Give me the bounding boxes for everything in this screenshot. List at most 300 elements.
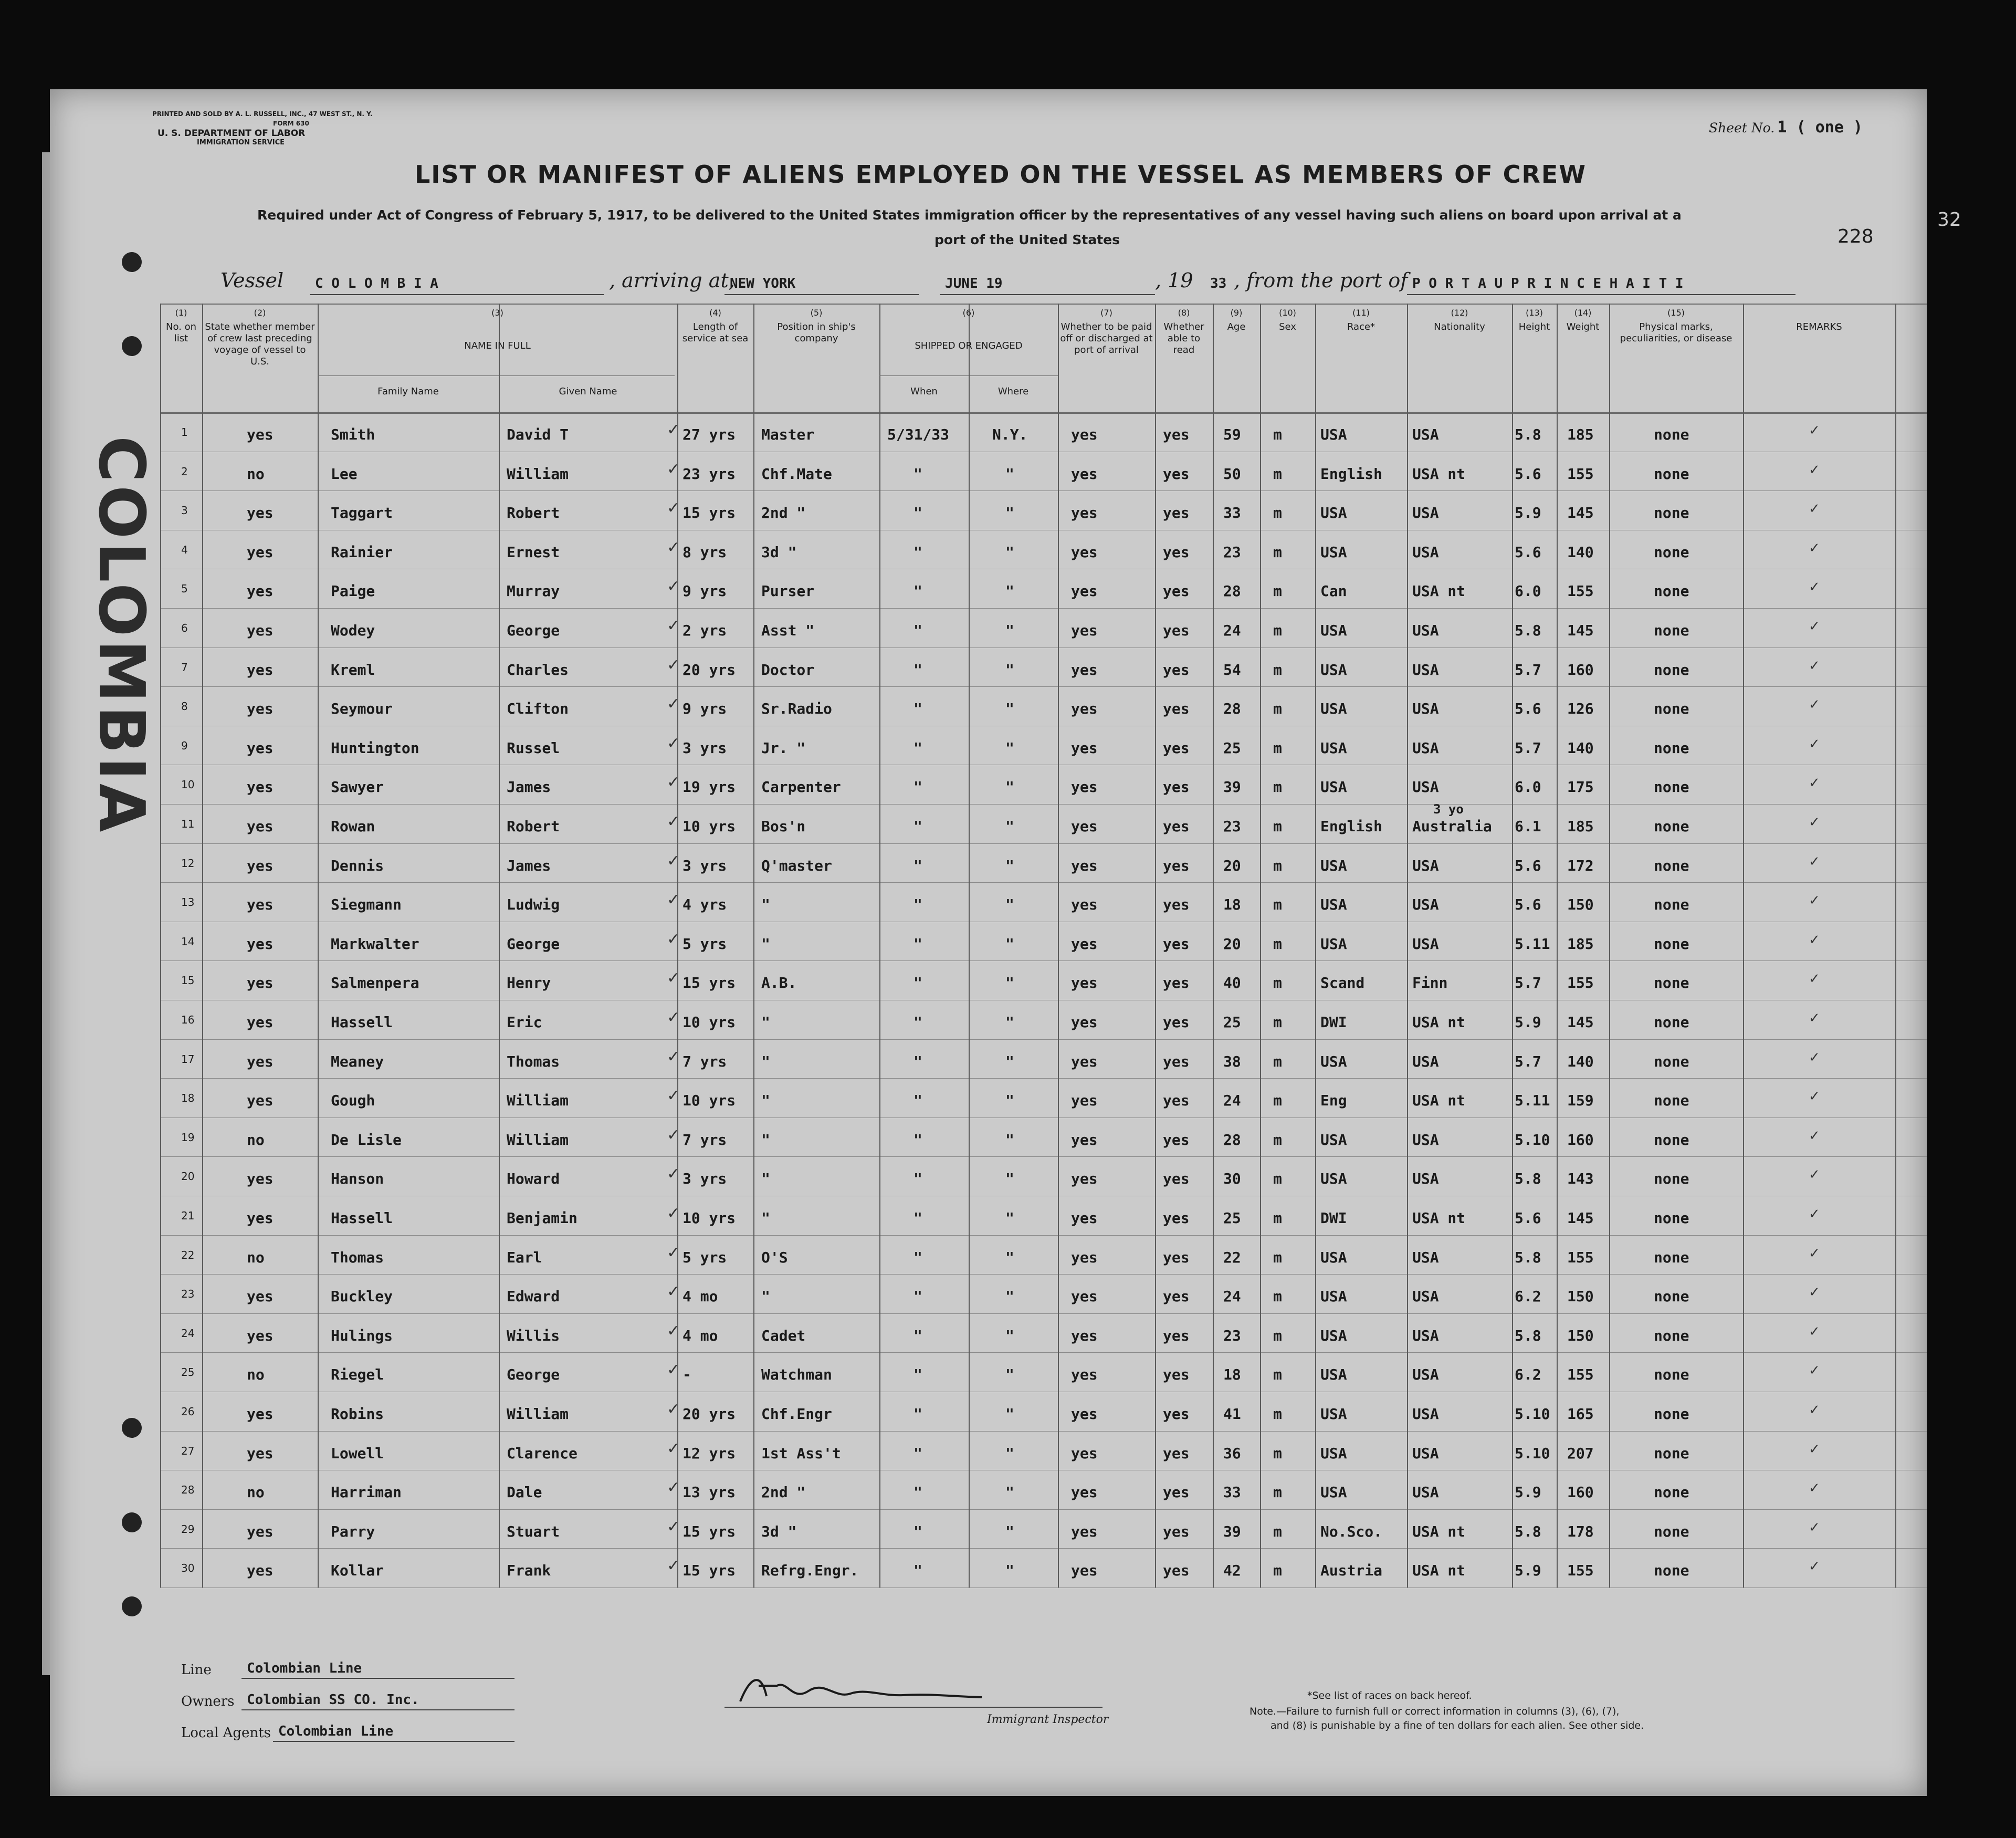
- prev-voyage-cell: yes: [247, 1523, 274, 1540]
- column-header: Physical marks, peculiarities, or disease: [1620, 321, 1732, 344]
- height-cell: 5.6: [1515, 857, 1541, 874]
- vessel-name: C O L O M B I A: [315, 276, 438, 291]
- prev-voyage-cell: yes: [247, 1053, 274, 1070]
- remark-check-mark: ✓: [1809, 1442, 1820, 1457]
- height-cell: 5.10: [1515, 1405, 1550, 1423]
- tally-check-mark: ✓: [667, 1518, 680, 1536]
- sex-cell: m: [1273, 465, 1282, 483]
- marks-cell: none: [1654, 1445, 1689, 1462]
- shipped-when-cell: ": [914, 818, 922, 835]
- marks-cell: none: [1654, 1014, 1689, 1031]
- prev-voyage-cell: yes: [247, 1445, 274, 1462]
- prev-voyage-cell: yes: [247, 857, 274, 874]
- binder-hole: [122, 336, 142, 356]
- paid-off-cell: yes: [1071, 582, 1098, 600]
- nationality-cell: USA: [1412, 1053, 1439, 1070]
- position-cell: ": [761, 1053, 770, 1070]
- family-name-cell: Thomas: [331, 1249, 384, 1266]
- agents-value: Colombian Line: [278, 1724, 394, 1739]
- position-cell: Refrg.Engr.: [761, 1562, 859, 1579]
- service-length-cell: 10 yrs: [682, 1209, 736, 1227]
- given-name-cell: William: [507, 1131, 569, 1148]
- tally-check-mark: ✓: [667, 852, 680, 870]
- line-underline: [242, 1678, 514, 1679]
- column-number: (4): [709, 308, 721, 318]
- prev-voyage-cell: no: [247, 1366, 265, 1383]
- shipped-where-cell: ": [1005, 1484, 1014, 1501]
- shipped-when-cell: ": [914, 1562, 922, 1579]
- position-cell: Sr.Radio: [761, 700, 832, 717]
- column-header: Nationality: [1434, 321, 1485, 332]
- age-cell: 28: [1223, 700, 1241, 717]
- position-cell: A.B.: [761, 974, 797, 991]
- position-cell: Chf.Engr: [761, 1405, 832, 1423]
- owners-underline: [242, 1709, 514, 1710]
- family-name-cell: Hanson: [331, 1170, 384, 1187]
- vessel-stamp: COLOMBIA: [85, 436, 158, 836]
- column-number: (15): [1667, 308, 1685, 318]
- race-cell: No.Sco.: [1320, 1523, 1383, 1540]
- tally-check-mark: ✓: [667, 1204, 680, 1223]
- service-length-cell: 15 yrs: [682, 974, 736, 991]
- department-name: U. S. DEPARTMENT OF LABOR: [158, 128, 306, 139]
- weight-cell: 155: [1567, 1249, 1594, 1266]
- age-cell: 30: [1223, 1170, 1241, 1187]
- remark-check-mark: ✓: [1809, 814, 1820, 830]
- service-length-cell: 12 yrs: [682, 1445, 736, 1462]
- table-row: [160, 1000, 1895, 1039]
- service-length-cell: 20 yrs: [682, 1405, 736, 1423]
- given-name-cell: Ernest: [507, 544, 560, 561]
- family-name-cell: Wodey: [331, 622, 375, 639]
- remark-check-mark: ✓: [1809, 1402, 1820, 1418]
- shipped-where-cell: ": [1005, 1523, 1014, 1540]
- age-cell: 25: [1223, 1014, 1241, 1031]
- able-to-read-cell: yes: [1163, 661, 1190, 678]
- position-cell: Purser: [761, 582, 815, 600]
- position-cell: ": [761, 935, 770, 953]
- shipped-where-cell: ": [1005, 1170, 1014, 1187]
- height-cell: 5.7: [1515, 661, 1541, 678]
- able-to-read-cell: yes: [1163, 622, 1190, 639]
- shipped-where-cell: ": [1005, 896, 1014, 913]
- paid-off-cell: yes: [1071, 778, 1098, 796]
- family-name-cell: Gough: [331, 1092, 375, 1109]
- weight-cell: 178: [1567, 1523, 1594, 1540]
- row-number: 28: [181, 1484, 195, 1496]
- table-row: [160, 726, 1895, 765]
- table-row: [160, 1352, 1895, 1392]
- paid-off-cell: yes: [1071, 426, 1098, 443]
- family-name-cell: Smith: [331, 426, 375, 443]
- tally-check-mark: ✓: [667, 1008, 680, 1027]
- position-cell: 2nd ": [761, 504, 806, 521]
- tally-check-mark: ✓: [667, 1557, 680, 1575]
- age-cell: 36: [1223, 1445, 1241, 1462]
- agents-underline: [273, 1741, 514, 1742]
- paid-off-cell: yes: [1071, 544, 1098, 561]
- height-cell: 5.8: [1515, 1249, 1541, 1266]
- weight-cell: 185: [1567, 818, 1594, 835]
- family-name-cell: Riegel: [331, 1366, 384, 1383]
- row-number: 17: [181, 1053, 195, 1066]
- table-row: [160, 530, 1895, 569]
- position-cell: Q'master: [761, 857, 832, 874]
- family-name-cell: Markwalter: [331, 935, 419, 953]
- owners-value: Colombian SS CO. Inc.: [247, 1692, 419, 1708]
- from-port-label: , from the port of: [1234, 269, 1408, 292]
- height-cell: 5.9: [1515, 1562, 1541, 1579]
- height-cell: 6.2: [1515, 1288, 1541, 1305]
- shipped-when-cell: 5/31/33: [887, 426, 950, 443]
- age-cell: 22: [1223, 1249, 1241, 1266]
- column-number: (8): [1178, 308, 1190, 318]
- nationality-cell: USA nt: [1412, 1092, 1466, 1109]
- shipped-when-cell: ": [914, 1131, 922, 1148]
- where-header: Where: [998, 386, 1029, 397]
- tally-check-mark: ✓: [667, 577, 680, 596]
- weight-cell: 145: [1567, 622, 1594, 639]
- height-cell: 5.6: [1515, 465, 1541, 483]
- row-number: 8: [181, 700, 188, 713]
- weight-cell: 175: [1567, 778, 1594, 796]
- sex-cell: m: [1273, 544, 1282, 561]
- row-number: 10: [181, 778, 195, 791]
- family-name-cell: Robins: [331, 1405, 384, 1423]
- table-row: [160, 1039, 1895, 1079]
- nationality-cell: USA: [1412, 426, 1439, 443]
- column-number: (11): [1352, 308, 1370, 318]
- given-name-cell: Henry: [507, 974, 551, 991]
- service-length-cell: 7 yrs: [682, 1131, 727, 1148]
- weight-cell: 185: [1567, 426, 1594, 443]
- prev-voyage-cell: yes: [247, 935, 274, 953]
- row-number: 20: [181, 1170, 195, 1183]
- given-name-cell: Robert: [507, 504, 560, 521]
- tally-check-mark: ✓: [667, 1087, 680, 1105]
- sex-cell: m: [1273, 1092, 1282, 1109]
- column-number: (9): [1230, 308, 1243, 318]
- service-length-cell: 10 yrs: [682, 1092, 736, 1109]
- given-name-cell: Russel: [507, 739, 560, 757]
- family-name-cell: De Lisle: [331, 1131, 402, 1148]
- column-header: Length of service at sea: [682, 321, 749, 344]
- sex-cell: m: [1273, 857, 1282, 874]
- sex-cell: m: [1273, 622, 1282, 639]
- sex-cell: m: [1273, 974, 1282, 991]
- shipped-where-cell: ": [1005, 1288, 1014, 1305]
- column-header: Race*: [1347, 321, 1376, 332]
- race-cell: USA: [1320, 426, 1347, 443]
- sex-cell: m: [1273, 1445, 1282, 1462]
- position-cell: Watchman: [761, 1366, 832, 1383]
- marks-cell: none: [1654, 465, 1689, 483]
- from-port-underline: [1407, 294, 1796, 295]
- shipped-where-cell: ": [1005, 700, 1014, 717]
- column-header: Whether to be paid off or discharged at port of arrival: [1060, 321, 1153, 356]
- position-cell: 3d ": [761, 544, 797, 561]
- race-cell: USA: [1320, 1327, 1347, 1344]
- age-cell: 24: [1223, 622, 1241, 639]
- weight-cell: 155: [1567, 465, 1594, 483]
- family-name-cell: Sawyer: [331, 778, 384, 796]
- given-name-cell: Charles: [507, 661, 569, 678]
- remark-check-mark: ✓: [1809, 854, 1820, 870]
- shipped-when-cell: ": [914, 700, 922, 717]
- given-name-cell: Howard: [507, 1170, 560, 1187]
- row-number: 21: [181, 1209, 195, 1222]
- nationality-cell: USA: [1412, 1327, 1439, 1344]
- paid-off-cell: yes: [1071, 1327, 1098, 1344]
- column-number: (13): [1526, 308, 1543, 318]
- position-cell: Carpenter: [761, 778, 841, 796]
- shipped-when-cell: ": [914, 465, 922, 483]
- height-cell: 5.11: [1515, 1092, 1550, 1109]
- prev-voyage-cell: no: [247, 465, 265, 483]
- row-number: 14: [181, 935, 195, 948]
- nationality-cell: USA: [1412, 1288, 1439, 1305]
- service-length-cell: 4 yrs: [682, 896, 727, 913]
- remark-check-mark: ✓: [1809, 1206, 1820, 1222]
- shipped-where-cell: ": [1005, 504, 1014, 521]
- marks-cell: none: [1654, 582, 1689, 600]
- family-name-cell: Kreml: [331, 661, 375, 678]
- age-cell: 33: [1223, 504, 1241, 521]
- table-row: [160, 490, 1895, 530]
- inspector-signature: [730, 1670, 1003, 1712]
- service-length-cell: 4 mo: [682, 1288, 718, 1305]
- nationality-cell: USA: [1412, 622, 1439, 639]
- age-cell: 38: [1223, 1053, 1241, 1070]
- column-rule: [1895, 304, 1896, 1588]
- prev-voyage-cell: yes: [247, 1209, 274, 1227]
- able-to-read-cell: yes: [1163, 465, 1190, 483]
- height-cell: 5.9: [1515, 504, 1541, 521]
- marks-cell: none: [1654, 739, 1689, 757]
- remark-check-mark: ✓: [1809, 501, 1820, 517]
- date-underline: [940, 294, 1155, 295]
- able-to-read-cell: yes: [1163, 504, 1190, 521]
- tally-check-mark: ✓: [667, 891, 680, 909]
- shipped-when-cell: ": [914, 544, 922, 561]
- position-cell: Master: [761, 426, 815, 443]
- service-length-cell: 8 yrs: [682, 544, 727, 561]
- fine-note-line2: and (8) is punishable by a fine of ten dollars for each alien. See other side.: [1270, 1720, 1644, 1731]
- able-to-read-cell: yes: [1163, 544, 1190, 561]
- age-cell: 20: [1223, 857, 1241, 874]
- given-name-cell: Edward: [507, 1288, 560, 1305]
- column-number: (12): [1451, 308, 1468, 318]
- sex-cell: m: [1273, 739, 1282, 757]
- shipped-where-cell: ": [1005, 818, 1014, 835]
- prev-voyage-cell: yes: [247, 504, 274, 521]
- row-number: 3: [181, 504, 188, 517]
- shipped-when-cell: ": [914, 974, 922, 991]
- able-to-read-cell: yes: [1163, 700, 1190, 717]
- service-length-cell: 2 yrs: [682, 622, 727, 639]
- given-name-cell: Earl: [507, 1249, 542, 1266]
- position-cell: Chf.Mate: [761, 465, 832, 483]
- vessel-underline: [310, 294, 604, 295]
- given-name-cell: James: [507, 778, 551, 796]
- shipped-when-cell: ": [914, 582, 922, 600]
- sex-cell: m: [1273, 1170, 1282, 1187]
- given-name-cell: George: [507, 622, 560, 639]
- tally-check-mark: ✓: [667, 1400, 680, 1418]
- remark-check-mark: ✓: [1809, 932, 1820, 948]
- paid-off-cell: yes: [1071, 1092, 1098, 1109]
- service-length-cell: 15 yrs: [682, 1523, 736, 1540]
- age-cell: 23: [1223, 1327, 1241, 1344]
- table-row: [160, 1548, 1895, 1588]
- sheet-number: [1709, 118, 1863, 137]
- inspector-label: Immigrant Inspector: [987, 1713, 1109, 1726]
- marks-cell: none: [1654, 622, 1689, 639]
- able-to-read-cell: yes: [1163, 1366, 1190, 1383]
- able-to-read-cell: yes: [1163, 1131, 1190, 1148]
- position-cell: ": [761, 1209, 770, 1227]
- column-header: State whether member of crew last preceding voyage of vessel to U.S.: [205, 321, 315, 367]
- service-length-cell: 3 yrs: [682, 1170, 727, 1187]
- marks-cell: none: [1654, 857, 1689, 874]
- paid-off-cell: yes: [1071, 896, 1098, 913]
- service-length-cell: 23 yrs: [682, 465, 736, 483]
- column-header: Sex: [1279, 321, 1296, 332]
- height-cell: 5.8: [1515, 1327, 1541, 1344]
- remark-check-mark: ✓: [1809, 1324, 1820, 1340]
- height-cell: 5.6: [1515, 700, 1541, 717]
- able-to-read-cell: yes: [1163, 935, 1190, 953]
- shipped-when-cell: ": [914, 778, 922, 796]
- column-number: (14): [1574, 308, 1592, 318]
- row-number: 2: [181, 465, 188, 478]
- family-name-cell: Huntington: [331, 739, 419, 757]
- sex-cell: m: [1273, 582, 1282, 600]
- shipped-where-cell: ": [1005, 857, 1014, 874]
- nationality-cell: USA: [1412, 544, 1439, 561]
- remark-check-mark: ✓: [1809, 1520, 1820, 1536]
- tally-check-mark: ✓: [667, 460, 680, 478]
- race-cell: Can: [1320, 582, 1347, 600]
- age-cell: 23: [1223, 544, 1241, 561]
- weight-cell: 155: [1567, 974, 1594, 991]
- service-length-cell: 7 yrs: [682, 1053, 727, 1070]
- paid-off-cell: yes: [1071, 465, 1098, 483]
- row-number: 5: [181, 582, 188, 595]
- height-cell: 5.8: [1515, 1523, 1541, 1540]
- family-name-cell: Paige: [331, 582, 375, 600]
- paid-off-cell: yes: [1071, 974, 1098, 991]
- sex-cell: m: [1273, 818, 1282, 835]
- shipped-where-cell: ": [1005, 1014, 1014, 1031]
- service-length-cell: 5 yrs: [682, 1249, 727, 1266]
- prev-voyage-cell: yes: [247, 622, 274, 639]
- prev-voyage-cell: yes: [247, 1327, 274, 1344]
- able-to-read-cell: yes: [1163, 1523, 1190, 1540]
- race-cell: USA: [1320, 896, 1347, 913]
- table-row: [160, 1509, 1895, 1549]
- table-row: [160, 1274, 1895, 1313]
- race-cell: USA: [1320, 622, 1347, 639]
- family-name-cell: Harriman: [331, 1484, 402, 1501]
- form-number: FORM 630: [273, 120, 309, 127]
- paid-off-cell: yes: [1071, 700, 1098, 717]
- given-name-cell: Dale: [507, 1484, 542, 1501]
- weight-cell: 145: [1567, 1014, 1594, 1031]
- paid-off-cell: yes: [1071, 1209, 1098, 1227]
- shipped-when-cell: ": [914, 622, 922, 639]
- age-cell: 28: [1223, 1131, 1241, 1148]
- tally-check-mark: ✓: [667, 969, 680, 987]
- given-name-cell: James: [507, 857, 551, 874]
- sex-cell: m: [1273, 1327, 1282, 1344]
- height-cell: 6.0: [1515, 778, 1541, 796]
- family-name-cell: Rowan: [331, 818, 375, 835]
- given-name-header: Given Name: [559, 386, 617, 397]
- remark-check-mark: ✓: [1809, 1089, 1820, 1104]
- paid-off-cell: yes: [1071, 1131, 1098, 1148]
- shipped-when-cell: ": [914, 1405, 922, 1423]
- nationality-cell: USA: [1412, 1484, 1439, 1501]
- marks-cell: none: [1654, 935, 1689, 953]
- marks-cell: none: [1654, 778, 1689, 796]
- shipped-when-cell: ": [914, 1523, 922, 1540]
- race-cell: USA: [1320, 739, 1347, 757]
- row-number: 11: [181, 818, 195, 830]
- age-cell: 54: [1223, 661, 1241, 678]
- given-name-cell: Willis: [507, 1327, 560, 1344]
- inspector-underline: [724, 1707, 1102, 1708]
- sex-cell: m: [1273, 504, 1282, 521]
- paid-off-cell: yes: [1071, 622, 1098, 639]
- able-to-read-cell: yes: [1163, 582, 1190, 600]
- sex-cell: m: [1273, 700, 1282, 717]
- paid-off-cell: yes: [1071, 1366, 1098, 1383]
- nationality-cell: Finn: [1412, 974, 1448, 991]
- binder-hole: [122, 1596, 142, 1616]
- shipped-where-cell: ": [1005, 974, 1014, 991]
- prev-voyage-cell: yes: [247, 544, 274, 561]
- family-name-cell: Rainier: [331, 544, 393, 561]
- row-number: 7: [181, 661, 188, 674]
- age-cell: 41: [1223, 1405, 1241, 1423]
- shipped-where-cell: ": [1005, 1053, 1014, 1070]
- able-to-read-cell: yes: [1163, 1405, 1190, 1423]
- shipped-when-cell: ": [914, 739, 922, 757]
- height-cell: 5.8: [1515, 1170, 1541, 1187]
- tally-check-mark: ✓: [667, 1439, 680, 1458]
- shipped-where-cell: ": [1005, 935, 1014, 953]
- race-cell: USA: [1320, 544, 1347, 561]
- position-cell: 1st Ass't: [761, 1445, 841, 1462]
- given-name-cell: George: [507, 1366, 560, 1383]
- weight-cell: 185: [1567, 935, 1594, 953]
- row-number: 23: [181, 1288, 195, 1300]
- given-name-cell: William: [507, 465, 569, 483]
- race-cell: Austria: [1320, 1562, 1383, 1579]
- tally-check-mark: ✓: [667, 656, 680, 674]
- marks-cell: none: [1654, 974, 1689, 991]
- age-cell: 20: [1223, 935, 1241, 953]
- given-name-cell: Clarence: [507, 1445, 578, 1462]
- nationality-annotation: 3 yo: [1433, 802, 1464, 817]
- column-header: No. on list: [165, 321, 197, 344]
- marks-cell: none: [1654, 1209, 1689, 1227]
- table-row: [160, 648, 1895, 687]
- age-cell: 18: [1223, 896, 1241, 913]
- age-cell: 28: [1223, 582, 1241, 600]
- column-number: (7): [1100, 308, 1112, 318]
